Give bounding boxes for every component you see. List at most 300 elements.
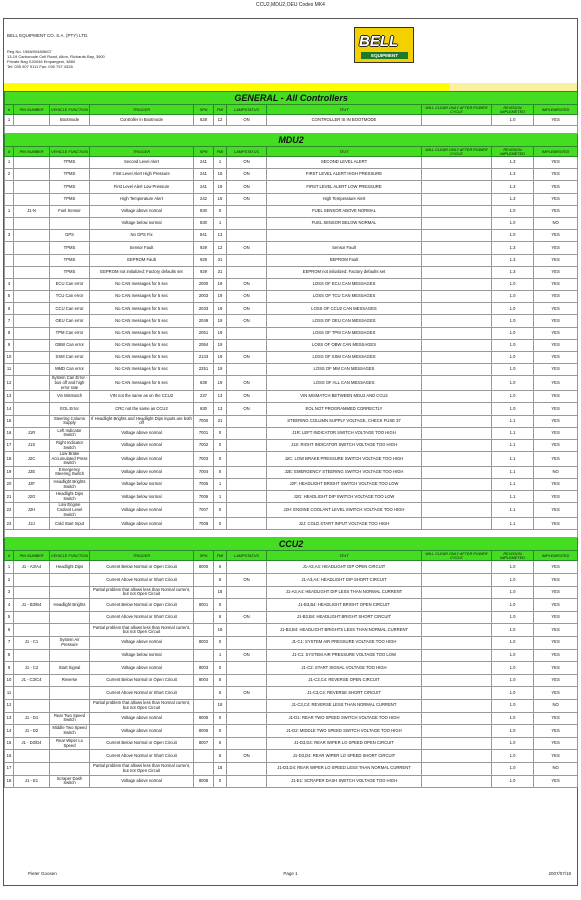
vehicle-function-cell: MMD Can error [50,364,90,376]
revision-cell: 1.0 [492,750,534,763]
table-row [5,561,578,574]
column-header-row [5,551,578,561]
fault-text-cell: J1R: LEFT INDICATOR SWITCH VOLTAGE TOO HIGH [267,427,422,439]
trigger-cell: CRC not the same as CCU2 [90,403,194,415]
fmi-cell: 31 [214,254,227,266]
column-header: FMI [214,105,227,115]
revision-cell: 1.0 [492,278,534,290]
spn-cell: 8001 [194,599,214,612]
fault-text-cell [267,230,422,242]
fault-text-cell: LOSS OF TPM CAN MESSAGES [267,327,422,339]
revision-cell: 1.0 [492,217,534,229]
revision-cell: 1.1 [492,479,534,491]
trigger-cell: EEPROM Fault [90,254,194,266]
clear-after-power-cycle-cell [422,624,492,637]
vehicle-function-cell: OEU Can error [50,315,90,327]
fault-text-cell: STEERING COLUMN SUPPLY VOLTAGE, CHECK FUSE 37 [267,415,422,427]
lamp-status-cell [227,217,267,229]
clear-after-power-cycle-cell [422,230,492,242]
implemented-cell: YES [534,364,578,376]
pin-number-cell [14,115,50,126]
fault-text-cell: J1-D3,D4: REAR WIPER LO SPEED OPEN CIRCUIT [267,737,422,750]
row-number-cell: 2 [5,169,14,181]
table-row [5,762,578,775]
column-header: PIN NUMBER [14,147,50,157]
clear-after-power-cycle-cell [422,574,492,587]
clear-after-power-cycle-cell [422,452,492,467]
spn-cell: 2051 [194,327,214,339]
implemented-cell: YES [534,266,578,278]
clear-after-power-cycle-cell [422,266,492,278]
row-number-cell: 5 [5,611,14,624]
spn-cell: 2064 [194,339,214,351]
clear-after-power-cycle-cell [422,303,492,315]
fault-text-cell: J1S: RIGHT INDICATOR SWITCH VOLTAGE TOO HIGH [267,439,422,451]
table-row [5,479,578,491]
revision-cell: 1.0 [492,352,534,364]
fault-text-cell: J1-D3,D4: REAR WIPER LO SPEED LESS THAN NORMAL CURRENT [267,762,422,775]
revision-cell: 1.1 [492,452,534,467]
spn-cell: 241 [194,157,214,169]
table-row [5,699,578,712]
clear-after-power-cycle-cell [422,518,492,530]
row-number-cell: 15 [5,415,14,427]
lamp-status-cell: ON [227,687,267,700]
lamp-status-cell: ON [227,157,267,169]
fault-text-cell: LOSS OF SSM CAN MESSAGES [267,352,422,364]
section-title: MDU2 [5,134,578,147]
fault-text-cell: J1-A3,A4: HEADLIGHT DIP LESS THAN NORMAL CURRENT [267,586,422,599]
table-row [5,599,578,612]
lamp-status-cell: ON [227,115,267,126]
fault-text-cell: SECOND LEVEL ALERT [267,157,422,169]
spn-cell: 639 [194,376,214,391]
vehicle-function-cell: Emergency Steering Switch [50,466,90,478]
clear-after-power-cycle-cell [422,327,492,339]
implemented-cell: YES [534,439,578,451]
fault-text-cell: J1-D2: MIDDLE TWO SPEED SWITCH VOLTAGE TOO HIGH [267,725,422,738]
implemented-cell: YES [534,649,578,662]
spn-cell: 830 [194,205,214,217]
vehicle-function-cell: Steering Column Supply [50,415,90,427]
row-number-cell: 18 [5,452,14,467]
implemented-cell: YES [534,315,578,327]
table-row [5,181,578,193]
letterhead [4,19,577,91]
pin-number-cell [14,415,50,427]
column-header: TRIGGER [90,105,194,115]
implemented-cell: YES [534,674,578,687]
pin-number-cell [14,339,50,351]
table-row [5,775,578,788]
table-row [5,217,578,229]
lamp-status-cell [227,662,267,675]
lamp-status-cell: ON [227,303,267,315]
vehicle-function-cell: EOL Error [50,403,90,415]
vehicle-function-cell [50,611,90,624]
trigger-cell: No CAN messages for 5 sec [90,315,194,327]
revision-cell: 1.0 [492,391,534,403]
revision-cell: 1.0 [492,699,534,712]
revision-cell: 1.0 [492,599,534,612]
spn-cell: 7000 [194,415,214,427]
column-header: REVISION IMPLEMETED [492,105,534,115]
row-number-cell: 13 [5,391,14,403]
row-number-cell: 6 [5,303,14,315]
revision-cell: 1.0 [492,611,534,624]
trigger-cell: Second Level Alert [90,157,194,169]
trigger-cell: EEPROM not initialized: Factory defaults set [90,266,194,278]
vehicle-function-cell: Left Indicator Switch [50,427,90,439]
fmi-cell: 18 [214,181,227,193]
revision-cell: 1.0 [492,327,534,339]
fmi-cell: 1 [214,649,227,662]
footer-author: Pieter Goosen [28,871,57,876]
vehicle-function-cell: TPMS [50,169,90,181]
row-number-cell: 11 [5,687,14,700]
lamp-status-cell [227,339,267,351]
fmi-cell: 18 [214,586,227,599]
trigger-cell: Voltage below normal [90,649,194,662]
table-row [5,674,578,687]
revision-cell: 1.0 [492,775,534,788]
row-number-cell: 1 [5,205,14,217]
spn-cell: 8005 [194,712,214,725]
clear-after-power-cycle-cell [422,599,492,612]
fault-text-cell: J1-A3,A4: HEADLIGHT DIP OPEN CIRCUIT [267,561,422,574]
pin-number-cell [14,242,50,254]
fmi-cell: 19 [214,278,227,290]
lamp-status-cell: ON [227,181,267,193]
spn-cell [194,586,214,599]
fmi-cell: 5 [214,561,227,574]
fault-text-cell: J1-E1: SCRAPER DASH SWITCH VOLTAGE TOO HIGH [267,775,422,788]
implemented-cell: YES [534,491,578,503]
table-row [5,254,578,266]
fmi-cell: 19 [214,376,227,391]
fmi-cell: 13 [214,403,227,415]
pin-number-cell [14,230,50,242]
revision-cell: 1.0 [492,303,534,315]
clear-after-power-cycle-cell [422,611,492,624]
address-line: 13-19 Carbonode Cell Road, Alton, Richards Bay, 3900 [7,54,105,59]
fmi-cell: 12 [214,242,227,254]
implemented-cell: YES [534,339,578,351]
yellow-band-right [450,83,577,91]
lamp-status-cell: ON [227,315,267,327]
fmi-cell: 18 [214,624,227,637]
table-row [5,327,578,339]
spn-cell: 2049 [194,315,214,327]
column-header: IMPLEMENTED [534,551,578,561]
trigger-cell: Voltage above normal [90,636,194,649]
pin-number-cell: J1S [14,439,50,451]
implemented-cell: YES [534,115,578,126]
column-header: TEXT [267,551,422,561]
vehicle-function-cell: System Air Pressure [50,636,90,649]
column-header-row [5,147,578,157]
vehicle-function-cell: ECU Can error [50,278,90,290]
implemented-cell: YES [534,157,578,169]
clear-after-power-cycle-cell [422,674,492,687]
clear-after-power-cycle-cell [422,352,492,364]
pin-number-cell [14,193,50,205]
trigger-cell: Voltage below normal [90,479,194,491]
fault-text-cell: J1-D1: REAR TWO SPEED SWITCH VOLTAGE TOO HIGH [267,712,422,725]
vehicle-function-cell: Headlight Brights Switch [50,479,90,491]
address-line: Reg No. 1968/004806/07 [7,49,52,54]
fault-text-cell: LOSS OF ECU CAN MESSAGES [267,278,422,290]
fmi-cell: 16 [214,169,227,181]
trigger-cell: Partial problem that allows less than Normal current, but not Open Circuit [90,586,194,599]
implemented-cell: YES [534,403,578,415]
spn-cell: 8007 [194,737,214,750]
lamp-status-cell [227,586,267,599]
table-row [5,624,578,637]
row-number-cell [5,181,14,193]
spn-cell: 8003 [194,662,214,675]
lamp-status-cell [227,503,267,518]
implemented-cell: YES [534,193,578,205]
revision-cell: 1.0 [492,649,534,662]
lamp-status-cell [227,427,267,439]
trigger-cell: First Level Alert Low Pressure [90,181,194,193]
vehicle-function-cell: Right Indicator Switch [50,439,90,451]
clear-after-power-cycle-cell [422,415,492,427]
spn-cell: 7001 [194,427,214,439]
fmi-cell: 13 [214,230,227,242]
row-number-cell: 5 [5,291,14,303]
lamp-status-cell [227,762,267,775]
lamp-status-cell: ON [227,574,267,587]
clear-after-power-cycle-cell [422,491,492,503]
pin-number-cell: J1 - C2 [14,662,50,675]
vehicle-function-cell [50,750,90,763]
fmi-cell: 0 [214,662,227,675]
pin-number-cell: J1 - E1 [14,775,50,788]
clear-after-power-cycle-cell [422,503,492,518]
fault-text-cell: J1-A3,A4: HEADLIGHT DIP SHORT CIRCUIT [267,574,422,587]
row-number-cell: 1 [5,115,14,126]
footer-date: 2007/07/18 [548,871,571,876]
spn-cell [194,574,214,587]
lamp-status-cell: ON [227,750,267,763]
vehicle-function-cell: Start Signal [50,662,90,675]
clear-after-power-cycle-cell [422,636,492,649]
logo-word: BELL [359,33,399,50]
row-number-cell: 18 [5,775,14,788]
table-row [5,750,578,763]
fmi-cell: 0 [214,518,227,530]
lamp-status-cell [227,699,267,712]
trigger-cell: Voltage above normal [90,439,194,451]
lamp-status-cell [227,266,267,278]
implemented-cell: YES [534,327,578,339]
row-number-cell [5,193,14,205]
row-number-cell: 23 [5,518,14,530]
trigger-cell: No GPS Fix [90,230,194,242]
table-row [5,157,578,169]
vehicle-function-cell: Middle Two Speed Switch [50,725,90,738]
trigger-cell: Current Below Normal or Open Circuit [90,561,194,574]
revision-cell: 1.0 [492,712,534,725]
fault-text-cell: LOSS OF MM CAN MESSAGES [267,364,422,376]
column-header: TEXT [267,147,422,157]
fmi-cell: 1 [214,491,227,503]
revision-cell: 1.0 [492,636,534,649]
revision-cell: 1.3 [492,242,534,254]
table-row [5,491,578,503]
pin-number-cell: J1 - A3/A4 [14,561,50,574]
vehicle-function-cell [50,762,90,775]
spn-cell: 8008 [194,775,214,788]
implemented-cell: NO [534,699,578,712]
lamp-status-cell [227,624,267,637]
lamp-status-cell [227,712,267,725]
column-header: IMPLEMENTED [534,147,578,157]
implemented-cell: YES [534,712,578,725]
implemented-cell: YES [534,687,578,700]
fmi-cell: 5 [214,674,227,687]
revision-cell: 1.3 [492,193,534,205]
fault-text-cell: EEPROM Fault [267,254,422,266]
spn-cell [194,762,214,775]
implemented-cell: YES [534,291,578,303]
row-number-cell: 21 [5,491,14,503]
vehicle-function-cell [50,217,90,229]
row-number-cell: 20 [5,479,14,491]
pin-number-cell [14,574,50,587]
revision-cell: 1.0 [492,725,534,738]
lamp-status-cell: ON [227,376,267,391]
column-header: TRIGGER [90,147,194,157]
revision-cell: 1.1 [492,415,534,427]
pin-number-cell [14,649,50,662]
trigger-cell: Current Above Normal or Short Circuit [90,611,194,624]
fault-text-cell: EOL NOT PROGRAMMED CORRECTLY [267,403,422,415]
spn-cell: 929 [194,242,214,254]
clear-after-power-cycle-cell [422,193,492,205]
fault-codes-table [4,91,578,788]
clear-after-power-cycle-cell [422,242,492,254]
bell-logo [354,27,414,63]
fmi-cell: 13 [214,391,227,403]
column-header: VEHICLE FUNCTION [50,147,90,157]
pin-number-cell: J1 - C3/C4 [14,674,50,687]
spn-cell: 241 [194,181,214,193]
spn-cell: 2000 [194,278,214,290]
fmi-cell: 0 [214,636,227,649]
fault-text-cell: FIRST LEVEL ALERT HIGH PRESSURE [267,169,422,181]
fault-text-cell: J1-B3,B4: HEADLIGHT BRIGHT OPEN CIRCUIT [267,599,422,612]
fault-text-cell: J1-C1: SYSTEM AIR PRESSURE VOLTAGE TOO LOW [267,649,422,662]
pin-number-cell [14,376,50,391]
spn-cell [194,624,214,637]
clear-after-power-cycle-cell [422,725,492,738]
implemented-cell: YES [534,737,578,750]
row-number-cell: 16 [5,427,14,439]
trigger-cell: Voltage above normal [90,503,194,518]
fmi-cell: 19 [214,291,227,303]
trigger-cell: Voltage below normal [90,217,194,229]
row-number-cell: 3 [5,586,14,599]
pin-number-cell [14,169,50,181]
clear-after-power-cycle-cell [422,687,492,700]
spn-cell [194,649,214,662]
fmi-cell: 0 [214,775,227,788]
row-number-cell: 7 [5,315,14,327]
vehicle-function-cell: Reverse [50,674,90,687]
pin-number-cell [14,750,50,763]
revision-cell: 1.0 [492,762,534,775]
spacer-row [5,530,578,538]
column-header: FMI [214,551,227,561]
column-header: LAMPSTATUS [227,105,267,115]
implemented-cell: YES [534,518,578,530]
implemented-cell: YES [534,303,578,315]
fmi-cell: 0 [214,427,227,439]
clear-after-power-cycle-cell [422,750,492,763]
fault-text-cell: LOSS OF OBW CAN MESSAGES [267,339,422,351]
spn-cell: 7008 [194,518,214,530]
clear-after-power-cycle-cell [422,427,492,439]
fmi-cell: 19 [214,327,227,339]
pin-number-cell [14,303,50,315]
row-number-cell: 9 [5,662,14,675]
pin-number-cell [14,687,50,700]
table-row [5,303,578,315]
fault-text-cell: FUEL SENSOR BELOW NORMAL [267,217,422,229]
table-row [5,725,578,738]
fault-text-cell: J1-C3,C4: REVERSE OPEN CIRCUIT [267,674,422,687]
fault-text-cell: CONTROLLER IS IN BOOTMODE [267,115,422,126]
fmi-cell: 0 [214,205,227,217]
row-number-cell: 2 [5,574,14,587]
row-number-cell: 4 [5,599,14,612]
revision-cell: 1.0 [492,364,534,376]
column-header: FMI [214,147,227,157]
fmi-cell: 19 [214,315,227,327]
implemented-cell: YES [534,181,578,193]
pin-number-cell: J2G [14,491,50,503]
vehicle-function-cell: TPMS [50,181,90,193]
clear-after-power-cycle-cell [422,376,492,391]
implemented-cell: YES [534,574,578,587]
revision-cell: 1.0 [492,687,534,700]
revision-cell: 1.3 [492,266,534,278]
spn-cell [194,699,214,712]
fmi-cell: 0 [214,466,227,478]
fault-text-cell: Sensor Fault [267,242,422,254]
vehicle-function-cell: Vin Mismatch [50,391,90,403]
trigger-cell: Sensor Fault [90,242,194,254]
spn-cell: 2251 [194,364,214,376]
clear-after-power-cycle-cell [422,157,492,169]
revision-cell: 1.3 [492,157,534,169]
lamp-status-cell: ON [227,242,267,254]
fmi-cell: 0 [214,452,227,467]
row-number-cell: 11 [5,364,14,376]
vehicle-function-cell: TCU Can error [50,291,90,303]
column-header: REVISION IMPLEMETED [492,147,534,157]
fmi-cell: 5 [214,737,227,750]
column-header: PIN NUMBER [14,551,50,561]
vehicle-function-cell: CCU Can error [50,303,90,315]
company-address [7,49,105,69]
clear-after-power-cycle-cell [422,115,492,126]
fmi-cell: 18 [214,762,227,775]
spn-cell [194,750,214,763]
